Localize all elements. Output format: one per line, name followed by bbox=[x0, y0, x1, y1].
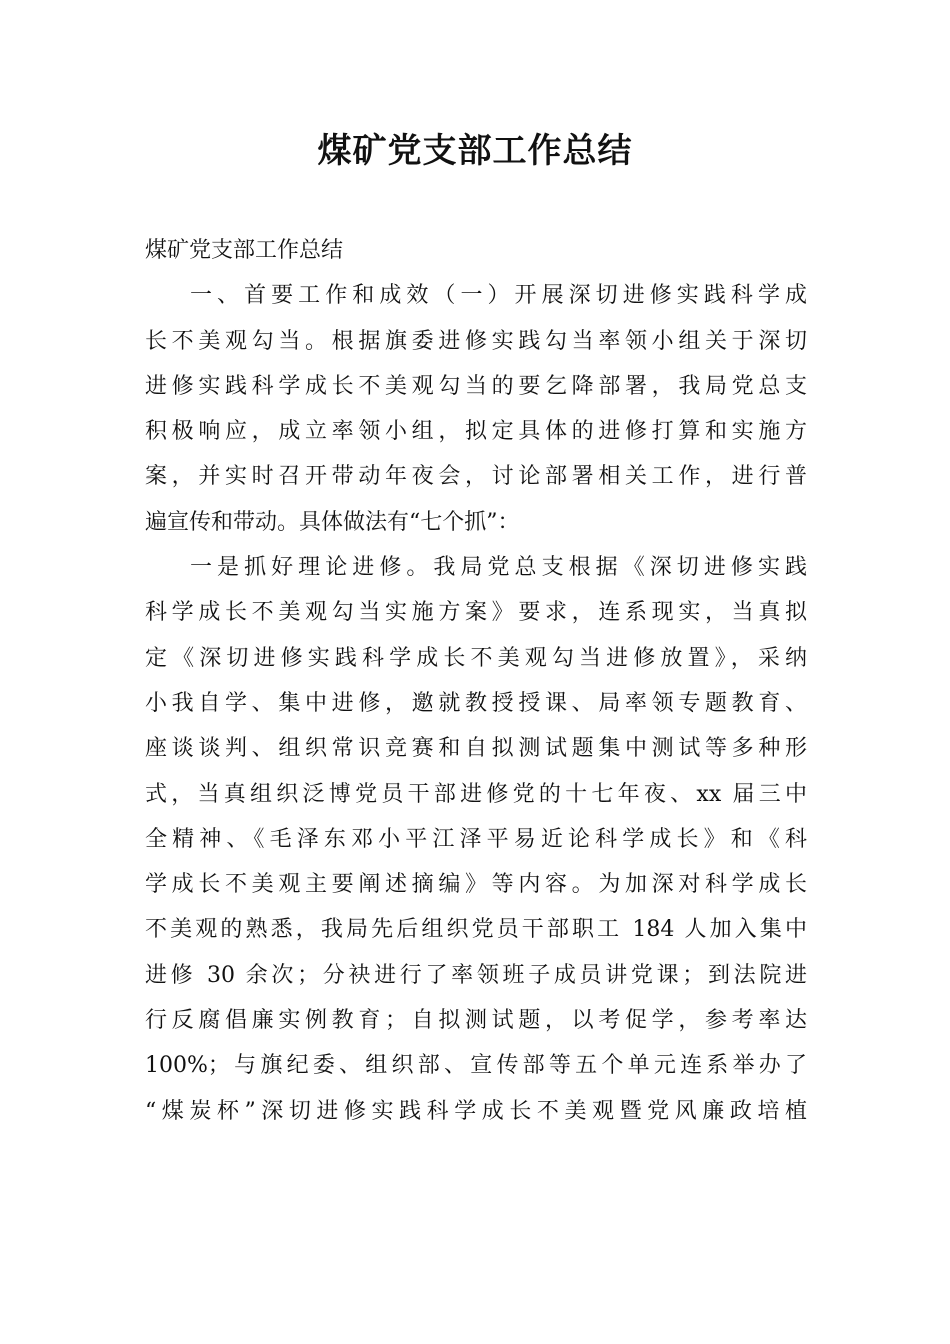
body-line: 100%；与旗纪委、组织部、宣传部等五个单元连系举办了 bbox=[145, 1053, 807, 1079]
document-title: 煤矿党支部工作总结 bbox=[317, 131, 633, 171]
body-line: 积极响应，成立率领小组，拟定具体的进修打算和实施方 bbox=[145, 419, 807, 445]
body-line-subtitle: 煤矿党支部工作总结 bbox=[145, 238, 344, 263]
body-line: 进修实践科学成长不美观勾当的要乞降部署，我局党总支 bbox=[145, 373, 807, 399]
document-body bbox=[145, 228, 807, 1134]
body-line: 一是抓好理论进修。我局党总支根据《深切进修实践 bbox=[190, 555, 807, 581]
body-line: 定《深切进修实践科学成长不美观勾当进修放置》，采纳 bbox=[145, 645, 807, 671]
body-line: 遍宣传和带动。具体做法有“七个抓”： bbox=[145, 509, 520, 535]
body-line: 小我自学、集中进修，邀就教授授课、局率领专题教育、 bbox=[145, 690, 807, 716]
body-line: 全精神、《毛泽东邓小平江泽平易近论科学成长》和《科 bbox=[145, 826, 807, 852]
body-line: 行反腐倡廉实例教育；自拟测试题，以考促学，参考率达 bbox=[145, 1008, 807, 1034]
body-line: 不美观的熟悉，我局先后组织党员干部职工 184 人加入集中 bbox=[145, 917, 807, 943]
body-line: 案，并实时召开带动年夜会，讨论部署相关工作，进行普 bbox=[145, 464, 807, 490]
body-line: 长不美观勾当。根据旗委进修实践勾当率领小组关于深切 bbox=[145, 328, 807, 354]
body-line: 科学成长不美观勾当实施方案》要求，连系现实，当真拟 bbox=[145, 600, 807, 626]
body-line: 座谈谈判、组织常识竞赛和自拟测试题集中测试等多种形 bbox=[145, 736, 807, 762]
body-line: 进修 30 余次；分袂进行了率领班子成员讲党课；到法院进 bbox=[145, 962, 807, 988]
body-line: 式，当真组织泛博党员干部进修党的十七年夜、xx 届三中 bbox=[145, 781, 807, 807]
body-line: 一、首要工作和成效（一）开展深切进修实践科学成 bbox=[190, 283, 807, 309]
body-line: 学成长不美观主要阐述摘编》等内容。为加深对科学成长 bbox=[145, 872, 807, 898]
body-line: “煤炭杯”深切进修实践科学成长不美观暨党风廉政培植 bbox=[145, 1098, 807, 1124]
